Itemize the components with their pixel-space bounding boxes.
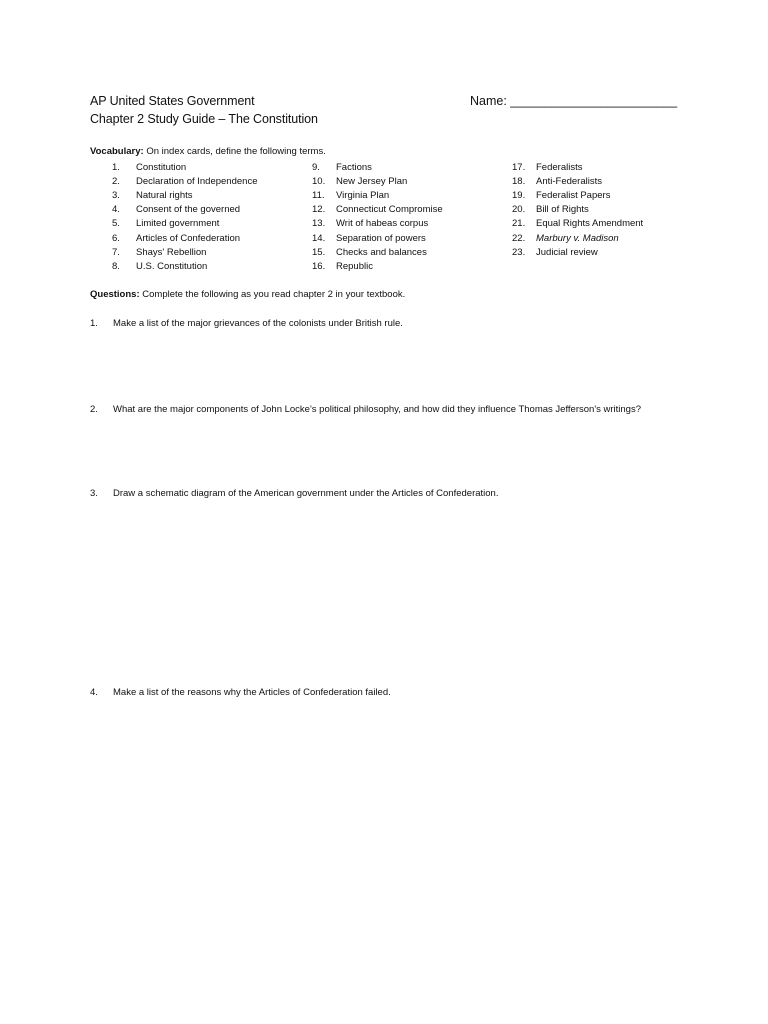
vocab-term: Virginia Plan	[336, 189, 390, 201]
vocab-term: Connecticut Compromise	[336, 204, 443, 216]
vocab-item	[512, 188, 643, 202]
vocab-term: Equal Rights Amendment	[536, 218, 644, 230]
question-4	[90, 686, 690, 699]
vocab-item	[112, 203, 257, 217]
vocab-item	[312, 259, 443, 273]
vocab-term: Constitution	[136, 161, 187, 173]
vocab-number: 14.	[312, 232, 326, 244]
vocab-term: Republic	[336, 260, 373, 272]
questions-label: Questions:	[90, 289, 140, 300]
question-text: Make a list of the reasons why the Articles of Confederation failed.	[113, 687, 391, 698]
name-field: Name: ________________________	[470, 94, 678, 108]
vocab-item	[512, 231, 643, 245]
vocab-number: 11.	[312, 189, 325, 201]
vocab-number: 3.	[112, 189, 120, 201]
vocab-number: 6.	[112, 232, 120, 244]
questions-intro	[90, 289, 405, 300]
vocab-item	[112, 188, 257, 202]
vocabulary-intro	[90, 146, 326, 157]
vocab-term: Writ of habeas corpus	[336, 218, 429, 230]
vocab-item	[312, 174, 443, 188]
vocab-item	[312, 231, 443, 245]
question-number: 1.	[90, 318, 98, 329]
vocab-term: Federalist Papers	[536, 189, 611, 201]
vocab-term: Consent of the governed	[136, 204, 241, 216]
vocab-number: 8.	[112, 260, 120, 272]
vocab-number: 5.	[112, 218, 120, 230]
vocab-term: Limited government	[136, 218, 220, 230]
vocab-term: Checks and balances	[336, 246, 427, 258]
vocab-item	[112, 259, 257, 273]
vocab-column-1	[112, 160, 257, 274]
vocab-number: 21.	[512, 218, 526, 230]
vocab-item	[512, 203, 643, 217]
vocab-number: 9.	[312, 161, 320, 173]
question-3	[90, 487, 690, 500]
question-text: What are the major components of John Locke's political philosophy, and how did they influence Thomas Jefferson's writings?	[113, 404, 642, 415]
vocab-number: 7.	[112, 246, 120, 258]
vocab-number: 10.	[312, 175, 326, 187]
question-number: 4.	[90, 687, 98, 698]
question-text: Make a list of the major grievances of the colonists under British rule.	[113, 318, 403, 329]
vocab-term: Separation of powers	[336, 232, 426, 244]
vocab-column-3	[512, 160, 643, 259]
vocab-item	[312, 160, 443, 174]
vocab-item	[312, 245, 443, 259]
question-2	[90, 403, 690, 416]
vocab-number: 23.	[512, 246, 526, 258]
vocab-term: Factions	[336, 161, 372, 173]
vocabulary-instruction: On index cards, define the following terms.	[143, 146, 326, 157]
vocab-term: Federalists	[536, 161, 583, 173]
vocab-item	[512, 160, 643, 174]
vocab-item	[112, 217, 257, 231]
vocab-number: 15.	[312, 246, 326, 258]
vocab-number: 1.	[112, 161, 120, 173]
vocab-column-2	[312, 160, 443, 274]
question-number: 2.	[90, 404, 98, 415]
vocab-item	[512, 174, 643, 188]
vocab-term: U.S. Constitution	[136, 260, 208, 272]
vocab-item	[112, 231, 257, 245]
vocab-number: 4.	[112, 204, 120, 216]
vocabulary-label: Vocabulary:	[90, 146, 144, 157]
vocab-number: 19.	[512, 189, 526, 201]
vocab-term: New Jersey Plan	[336, 175, 408, 187]
vocab-item	[112, 160, 257, 174]
vocab-term: Marbury v. Madison	[536, 232, 619, 244]
vocab-item	[312, 217, 443, 231]
vocab-item	[112, 174, 257, 188]
vocab-term: Articles of Confederation	[136, 232, 241, 244]
vocab-item	[312, 188, 443, 202]
vocab-number: 16.	[312, 260, 326, 272]
question-number: 3.	[90, 488, 98, 499]
vocab-term: Declaration of Independence	[136, 175, 258, 187]
vocab-item	[512, 245, 643, 259]
questions-instruction: Complete the following as you read chapter 2 in your textbook.	[139, 289, 406, 300]
vocab-term: Natural rights	[136, 189, 193, 201]
vocab-term: Anti-Federalists	[536, 175, 602, 187]
question-1	[90, 317, 690, 330]
vocab-number: 22.	[512, 232, 526, 244]
guide-title: Chapter 2 Study Guide – The Constitution	[90, 112, 318, 126]
question-text: Draw a schematic diagram of the American government under the Articles of Confederation.	[113, 488, 499, 499]
vocab-number: 12.	[312, 204, 326, 216]
vocab-item	[312, 203, 443, 217]
vocab-term: Judicial review	[536, 246, 598, 258]
vocab-item	[112, 245, 257, 259]
vocab-term: Shays' Rebellion	[136, 246, 207, 258]
vocab-number: 13.	[312, 218, 326, 230]
vocab-item	[512, 217, 643, 231]
vocab-number: 17.	[512, 161, 526, 173]
vocab-term: Bill of Rights	[536, 204, 589, 216]
vocab-number: 20.	[512, 204, 526, 216]
vocab-number: 18.	[512, 175, 526, 187]
vocab-number: 2.	[112, 175, 120, 187]
course-title: AP United States Government	[90, 94, 255, 108]
